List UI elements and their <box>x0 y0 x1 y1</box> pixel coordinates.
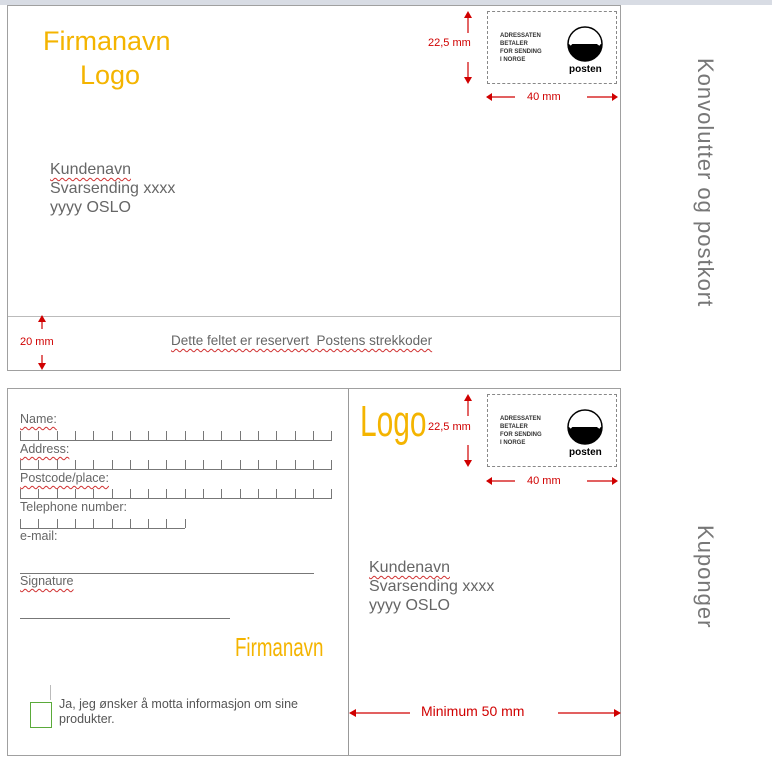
comb-tick <box>240 460 241 469</box>
comb-tick <box>203 460 204 469</box>
stamp-text: ADRESSATEN BETALER FOR SENDING I NORGE <box>500 33 542 63</box>
comb-tick <box>93 489 94 498</box>
comb-tick <box>276 489 277 498</box>
address-name: Kundenavn <box>369 559 450 576</box>
comb-tick <box>166 431 167 440</box>
coupon-width-dimension: 40 mm <box>527 475 561 487</box>
barcode-height-dimension: 20 mm <box>20 336 54 348</box>
name-field-line[interactable] <box>20 440 332 441</box>
comb-tick <box>38 431 39 440</box>
envelope-card <box>7 5 621 371</box>
email-label: e-mail: <box>20 529 58 543</box>
comb-tick <box>221 460 222 469</box>
checkbox-top-mark <box>50 685 53 700</box>
comb-tick <box>38 519 39 528</box>
address-street: Svarsending xxxx <box>50 180 176 197</box>
comb-tick <box>240 489 241 498</box>
telephone-label: Telephone number: <box>20 500 128 514</box>
envelope-height-dimension: 22,5 mm <box>428 37 471 49</box>
consent-text: Ja, jeg ønsker å motta informasjon om sine produkter. <box>59 697 298 726</box>
comb-tick <box>57 519 58 528</box>
comb-tick <box>221 489 222 498</box>
comb-tick <box>38 489 39 498</box>
coupon-card <box>7 388 621 756</box>
comb-tick <box>148 519 149 528</box>
coupon-side-label: Kuponger <box>693 525 718 629</box>
comb-tick <box>331 431 332 440</box>
envelope-address <box>50 160 175 217</box>
comb-tick <box>57 431 58 440</box>
comb-tick <box>148 489 149 498</box>
comb-tick <box>148 460 149 469</box>
comb-tick <box>148 431 149 440</box>
coupon-company-name: Firmanavn <box>235 632 324 662</box>
comb-tick <box>203 489 204 498</box>
comb-tick <box>185 460 186 469</box>
comb-tick <box>185 489 186 498</box>
comb-tick <box>166 519 167 528</box>
signature-field-line[interactable] <box>20 618 230 619</box>
comb-tick <box>130 431 131 440</box>
comb-tick <box>276 431 277 440</box>
comb-tick <box>258 431 259 440</box>
comb-tick <box>75 460 76 469</box>
comb-tick <box>166 489 167 498</box>
min-width-label: Minimum 50 mm <box>421 703 525 719</box>
comb-tick <box>20 460 21 469</box>
comb-tick <box>20 519 21 528</box>
comb-tick <box>331 460 332 469</box>
posten-logo-icon <box>566 25 604 63</box>
comb-tick <box>313 460 314 469</box>
address-street: Svarsending xxxx <box>369 578 495 595</box>
coupon-height-arrow <box>460 393 476 469</box>
comb-tick <box>57 489 58 498</box>
comb-tick <box>75 431 76 440</box>
comb-tick <box>295 489 296 498</box>
comb-tick <box>185 519 186 528</box>
comb-tick <box>295 431 296 440</box>
comb-tick <box>130 460 131 469</box>
comb-tick <box>130 489 131 498</box>
comb-tick <box>331 489 332 498</box>
envelope-company-name: Firmanavn <box>43 26 171 56</box>
coupon-height-dimension: 22,5 mm <box>428 421 471 433</box>
comb-tick <box>20 489 21 498</box>
comb-tick <box>130 519 131 528</box>
envelope-reply-stamp <box>487 11 617 84</box>
coupon-divider <box>348 389 349 755</box>
name-label: Name: <box>20 412 57 426</box>
posten-brand: posten <box>569 447 602 458</box>
comb-tick <box>112 489 113 498</box>
signature-label: Signature <box>20 574 74 588</box>
coupon-logo: Logo <box>360 397 427 446</box>
comb-tick <box>57 460 58 469</box>
envelope-logo: Logo <box>80 60 141 90</box>
coupon-reply-stamp <box>487 394 617 467</box>
posten-brand: posten <box>569 64 602 75</box>
address-city: yyyy OSLO <box>369 597 450 614</box>
stamp-text: ADRESSATEN BETALER FOR SENDING I NORGE <box>500 416 542 446</box>
comb-tick <box>313 431 314 440</box>
comb-tick <box>221 431 222 440</box>
postcode-field-line[interactable] <box>20 498 332 499</box>
address-field-line[interactable] <box>20 469 332 470</box>
envelope-width-dimension: 40 mm <box>527 91 561 103</box>
comb-tick <box>20 431 21 440</box>
envelope-height-arrow <box>460 10 476 86</box>
consent-checkbox[interactable] <box>30 702 52 728</box>
address-name: Kundenavn <box>50 161 131 178</box>
comb-tick <box>93 431 94 440</box>
barcode-reserved-text: Dette feltet er reservert Postens strekkoder <box>171 333 433 348</box>
posten-logo-icon <box>566 408 604 446</box>
comb-tick <box>258 489 259 498</box>
comb-tick <box>203 431 204 440</box>
comb-tick <box>166 460 167 469</box>
comb-tick <box>313 489 314 498</box>
comb-tick <box>112 460 113 469</box>
address-city: yyyy OSLO <box>50 199 131 216</box>
comb-tick <box>75 489 76 498</box>
comb-tick <box>38 460 39 469</box>
postcode-label: Postcode/place: <box>20 471 109 485</box>
comb-tick <box>276 460 277 469</box>
comb-tick <box>112 519 113 528</box>
comb-tick <box>295 460 296 469</box>
barcode-divider <box>8 316 620 317</box>
comb-tick <box>93 460 94 469</box>
comb-tick <box>258 460 259 469</box>
comb-tick <box>112 431 113 440</box>
comb-tick <box>75 519 76 528</box>
comb-tick <box>93 519 94 528</box>
address-label: Address: <box>20 442 70 456</box>
envelope-side-label: Konvolutter og postkort <box>693 58 718 308</box>
comb-tick <box>185 431 186 440</box>
comb-tick <box>240 431 241 440</box>
coupon-address <box>369 558 494 615</box>
